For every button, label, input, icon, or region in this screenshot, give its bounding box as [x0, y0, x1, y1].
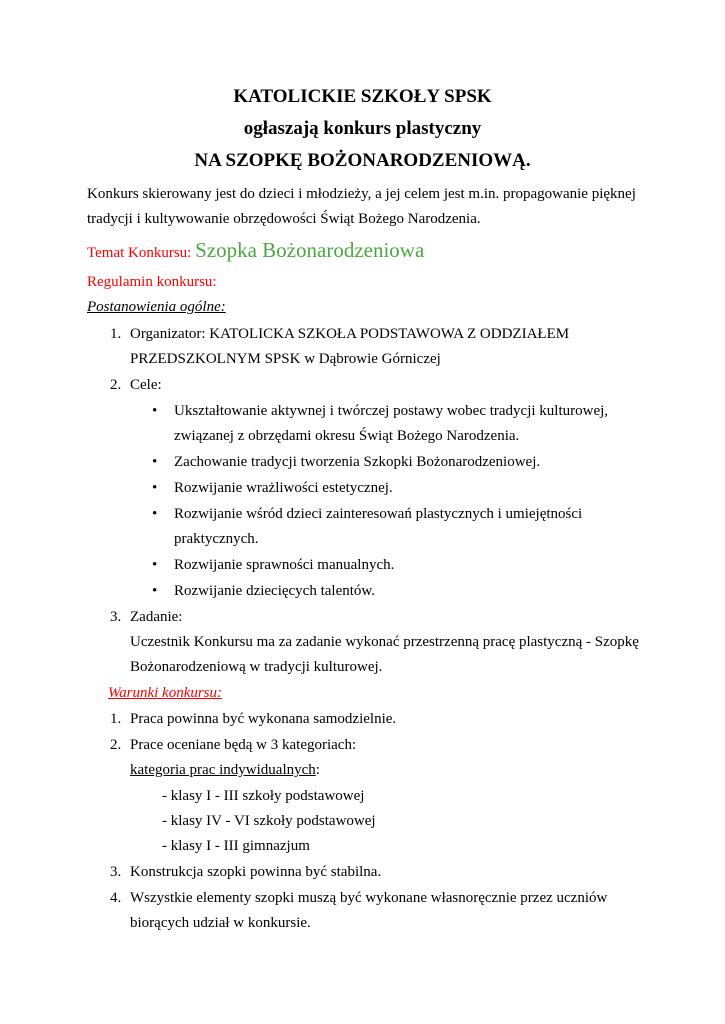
goal-1-line-1: Ukształtowanie aktywnej i twórczej postawy wobec tradycji kulturowej,: [174, 403, 609, 419]
conditions-item-4-line-2: biorących udział w konkursie.: [130, 915, 311, 931]
goal-2: Zachowanie tradycji tworzenia Szkopki Bożonarodzeniowej.: [174, 454, 541, 470]
intro-line-1: Konkurs skierowany jest do dzieci i młodzieży, a jej celem jest m.in. propagowanie pięknej: [87, 186, 636, 202]
general-item-2-number: 2.: [110, 377, 122, 393]
goal-3: Rozwijanie wrażliwości estetycznej.: [174, 480, 393, 496]
bullet-icon: •: [152, 583, 158, 599]
class-range-3: - klasy I - III gimnazjum: [162, 838, 310, 854]
general-heading: Postanowienia ogólne:: [87, 299, 226, 315]
conditions-heading: Warunki konkursu:: [108, 685, 223, 701]
general-item-3-line-1: Uczestnik Konkursu ma za zadanie wykonać przestrzenną pracę plastyczną - Szopkę: [130, 634, 639, 650]
bullet-icon: •: [152, 403, 158, 419]
conditions-item-2-text: Prace oceniane będą w 3 kategoriach:: [130, 737, 357, 753]
bullet-icon: •: [152, 557, 158, 573]
class-range-2: - klasy IV - VI szkoły podstawowej: [162, 813, 376, 829]
heading-line-1: KATOLICKIE SZKOŁY SPSK: [233, 86, 492, 107]
general-item-1-line-1: Organizator: KATOLICKA SZKOŁA PODSTAWOWA Z ODDZIAŁEM: [130, 326, 570, 342]
rules-label: Regulamin konkursu:: [87, 274, 217, 290]
heading-line-2: ogłaszają konkurs plastyczny: [243, 118, 482, 139]
conditions-item-3-text: Konstrukcja szopki powinna być stabilna.: [130, 864, 382, 880]
conditions-item-4-line-1: Wszystkie elementy szopki muszą być wykonane własnoręcznie przez uczniów: [130, 890, 608, 906]
conditions-item-3-number: 3.: [110, 864, 122, 880]
general-item-2-label: Cele:: [130, 377, 162, 393]
conditions-item-4-number: 4.: [110, 890, 122, 906]
general-item-3-number: 3.: [110, 609, 122, 625]
category-row: [130, 762, 320, 779]
goal-4-line-2: praktycznych.: [174, 531, 259, 547]
category-colon: :: [315, 762, 320, 778]
class-range-1: - klasy I - III szkoły podstawowej: [162, 788, 365, 804]
goal-5: Rozwijanie sprawności manualnych.: [174, 557, 395, 573]
conditions-item-1-number: 1.: [110, 711, 122, 727]
general-item-1-line-2: PRZEDSZKOLNYM SPSK w Dąbrowie Górniczej: [130, 351, 441, 367]
conditions-item-1-text: Praca powinna być wykonana samodzielnie.: [130, 711, 397, 727]
bullet-icon: •: [152, 454, 158, 470]
heading-line-3: NA SZOPKĘ BOŻONARODZENIOWĄ.: [194, 150, 531, 171]
goal-6: Rozwijanie dziecięcych talentów.: [174, 583, 376, 599]
theme-row: [87, 238, 424, 263]
general-item-1-number: 1.: [110, 326, 122, 342]
theme-label: Temat Konkursu:: [87, 245, 192, 261]
conditions-item-2-number: 2.: [110, 737, 122, 753]
category-label: kategoria prac indywidualnych: [130, 762, 316, 778]
goal-4-line-1: Rozwijanie wśród dzieci zainteresowań plastycznych i umiejętności: [174, 506, 583, 522]
theme-value: Szopka Bożonarodzeniowa: [195, 238, 425, 262]
bullet-icon: •: [152, 506, 158, 522]
bullet-icon: •: [152, 480, 158, 496]
general-item-3-line-2: Bożonarodzeniową w tradycji kulturowej.: [130, 659, 383, 675]
intro-line-2: tradycji i kultywowanie obrzędowości Świąt Bożego Narodzenia.: [87, 211, 481, 227]
goal-1-line-2: związanej z obrzędami okresu Świąt Bożego Narodzenia.: [174, 428, 520, 444]
general-item-3-label: Zadanie:: [130, 609, 183, 625]
